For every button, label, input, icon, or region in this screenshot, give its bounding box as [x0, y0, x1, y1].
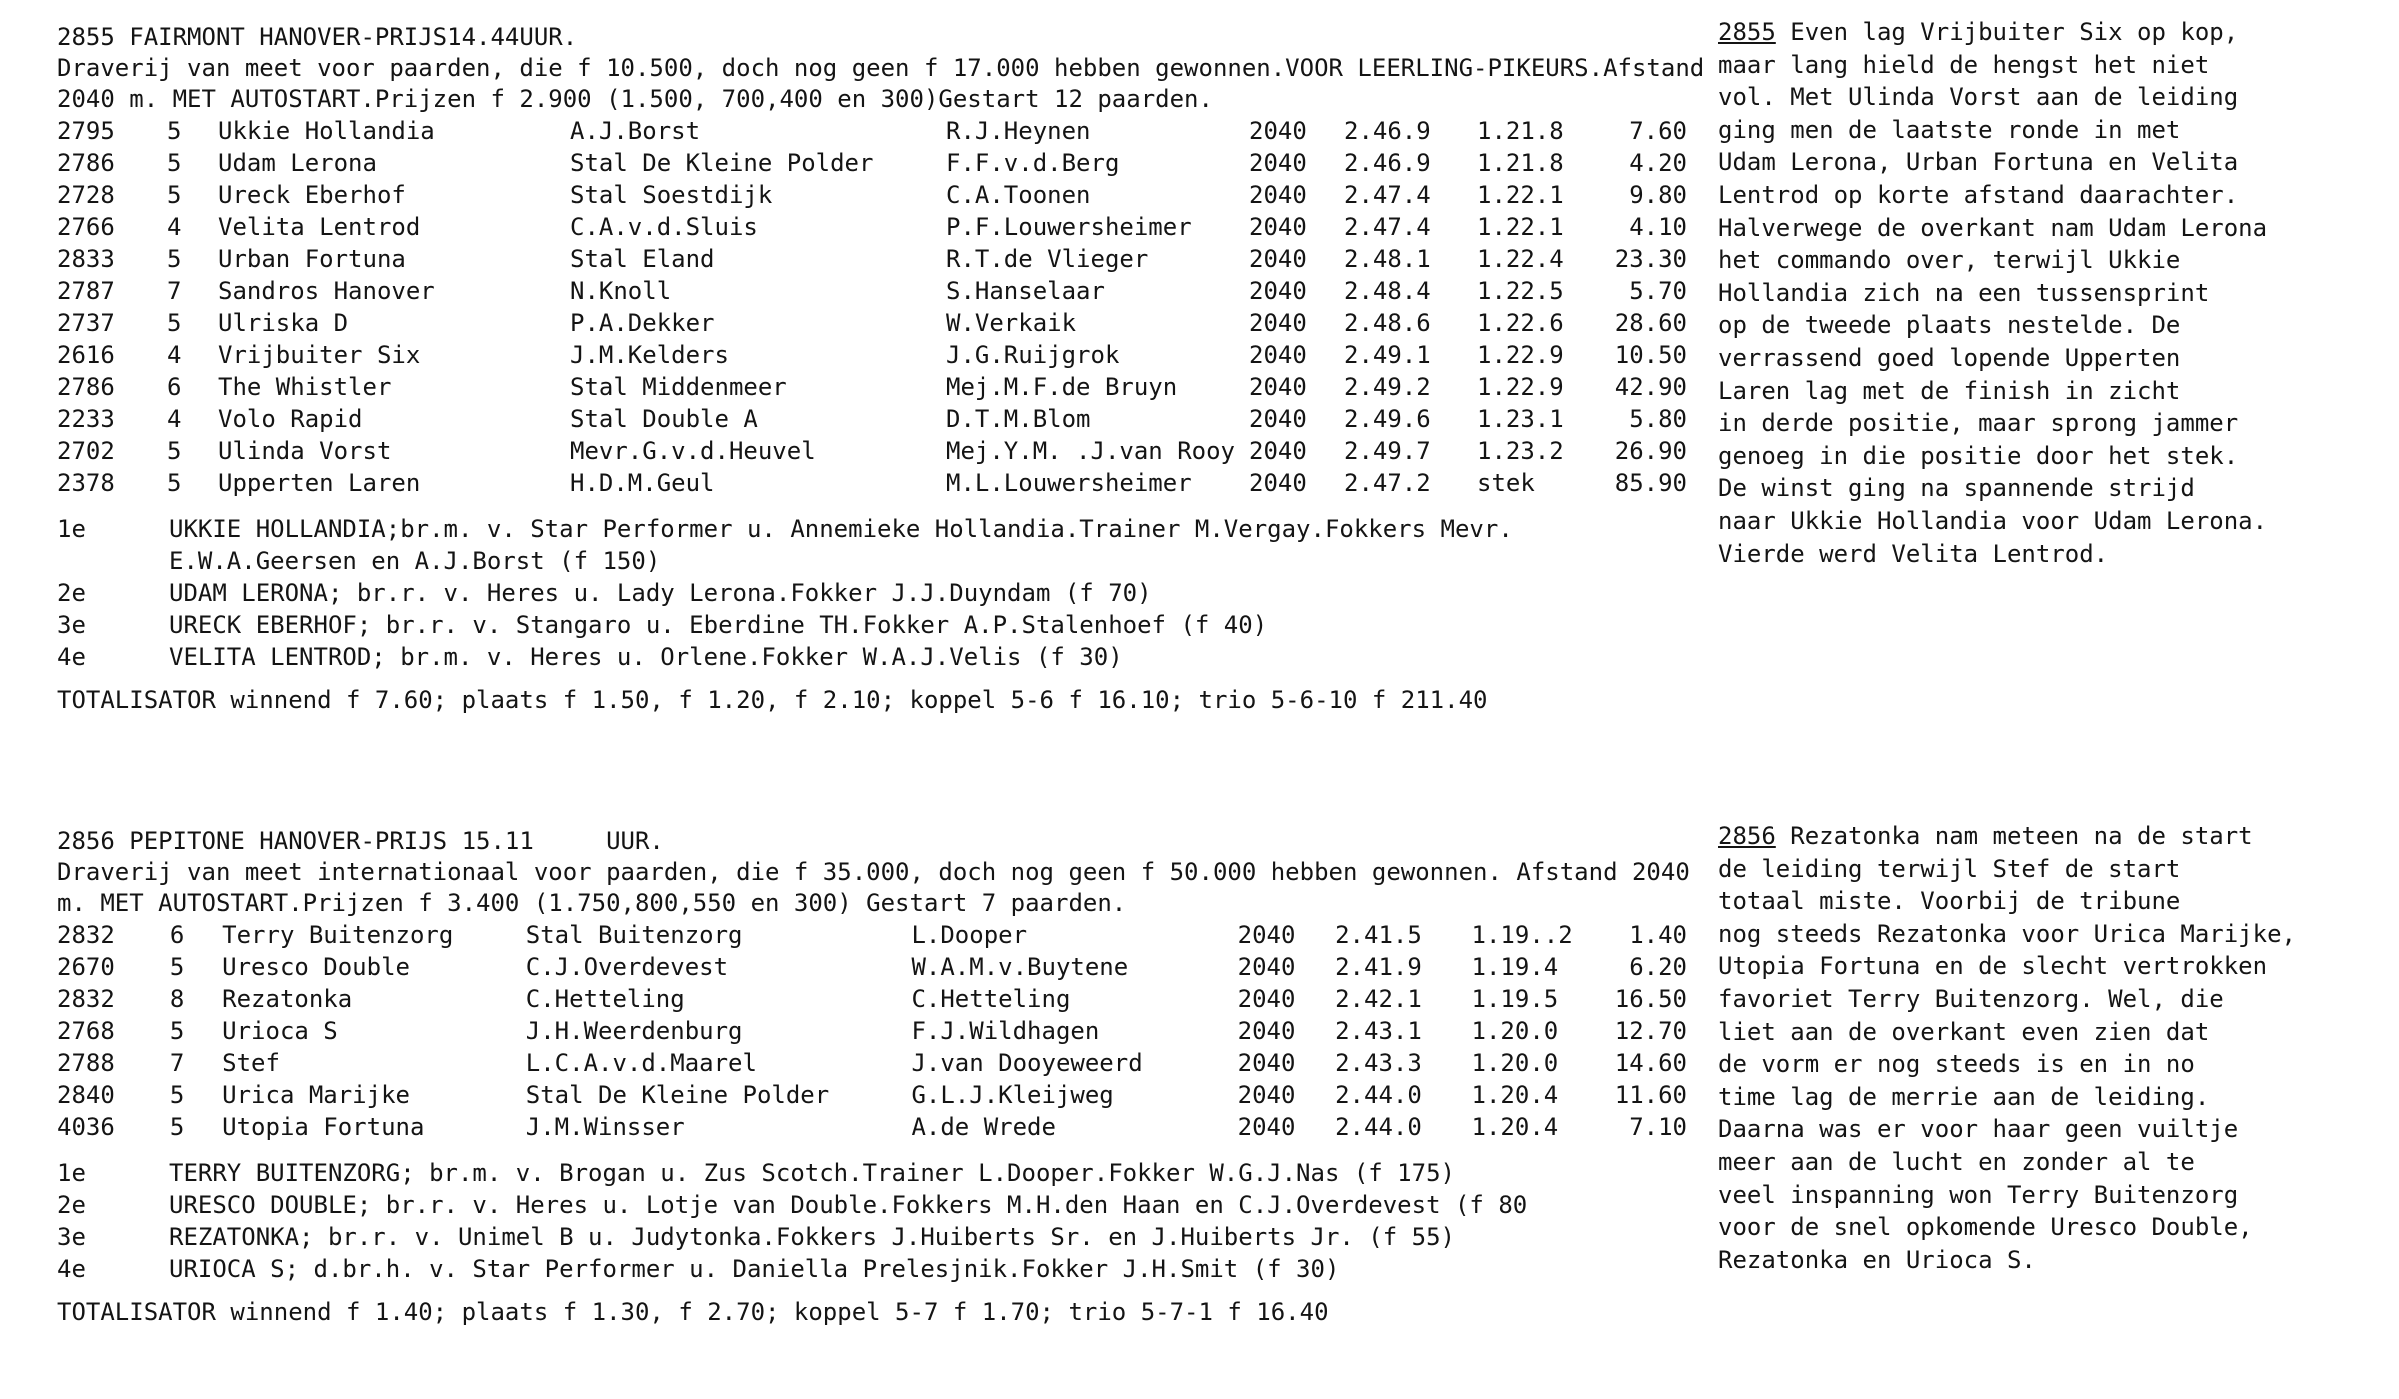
result-km: 1.20.4: [1471, 1081, 1559, 1109]
report-line: [1718, 407, 2358, 440]
result-horse: Udam Lerona: [218, 149, 377, 177]
result-owner: Stal Double A: [570, 405, 758, 433]
report-line: [1718, 538, 2358, 571]
placing-row: [57, 1189, 1707, 1221]
result-row: [57, 147, 1687, 179]
placings: [57, 513, 1707, 673]
result-owner: C.A.v.d.Sluis: [570, 213, 758, 241]
result-id: 2832: [57, 985, 115, 1013]
result-owner: Stal Buitenzorg: [525, 921, 743, 949]
result-time: 2.44.0: [1335, 1113, 1422, 1141]
result-dist: 2040: [1249, 213, 1307, 241]
result-owner: Stal Middenmeer: [570, 373, 787, 401]
result-owner: P.A.Dekker: [570, 309, 715, 337]
result-owner: C.J.Overdevest: [525, 953, 729, 981]
result-row: [57, 115, 1687, 147]
result-row: [57, 211, 1687, 243]
result-id: 2786: [57, 149, 115, 177]
result-age: 5: [167, 437, 182, 465]
race-title: [57, 22, 1707, 53]
result-km: 1.22.1: [1477, 213, 1564, 241]
placing-description: URECK EBERHOF; br.r. v. Stangaro u. Eberdine TH.Fokker A.P.Stalenhoef (f 40): [169, 611, 1268, 639]
result-time: 2.41.5: [1335, 921, 1422, 949]
report-line: [1718, 918, 2358, 951]
result-time: 2.43.3: [1335, 1049, 1422, 1077]
result-time: 2.43.1: [1335, 1017, 1422, 1045]
result-id: 2786: [57, 373, 115, 401]
report-line: [1718, 146, 2358, 179]
result-horse: Terry Buitenzorg: [222, 921, 454, 949]
result-odds: 4.20: [1629, 149, 1687, 177]
result-dist: 2040: [1249, 117, 1307, 145]
result-time: 2.41.9: [1335, 953, 1422, 981]
result-time: 2.49.7: [1344, 437, 1431, 465]
placing-rank: 3e: [57, 611, 86, 639]
result-row: [57, 403, 1687, 435]
result-owner: Stal De Kleine Polder: [525, 1081, 830, 1109]
race-name: FAIRMONT HANOVER-PRIJS14.44UUR.: [129, 23, 578, 51]
report-text: totaal miste. Voorbij de tribune: [1718, 887, 2181, 916]
result-row: [57, 1015, 1687, 1047]
result-driver: P.F.Louwersheimer: [946, 213, 1192, 241]
result-horse: Stef: [222, 1049, 280, 1077]
report-text: de leiding terwijl Stef de start: [1718, 854, 2181, 883]
report-text: nog steeds Rezatonka voor Urica Marijke,: [1718, 919, 2296, 948]
result-age: 5: [167, 309, 182, 337]
result-id: 2766: [57, 213, 115, 241]
result-id: 2787: [57, 277, 115, 305]
result-age: 5: [169, 953, 185, 981]
result-time: 2.47.4: [1344, 213, 1431, 241]
report-text: Rezatonka nam meteen na de start: [1790, 822, 2253, 850]
report-line: [1718, 212, 2358, 245]
result-odds: 6.20: [1629, 953, 1687, 981]
result-id: 2670: [57, 953, 115, 981]
race-title: [57, 826, 1707, 857]
result-owner: C.Hetteling: [525, 985, 685, 1013]
placings: [57, 1157, 1707, 1285]
result-age: 5: [167, 117, 182, 145]
report-text: favoriet Terry Buitenzorg. Wel, die: [1718, 984, 2224, 1013]
report-race-number: 2855: [1718, 18, 1776, 46]
result-row: [57, 307, 1687, 339]
result-age: 7: [169, 1049, 185, 1077]
result-time: 2.49.1: [1344, 341, 1431, 369]
result-dist: 2040: [1249, 437, 1307, 465]
result-km: 1.23.1: [1477, 405, 1564, 433]
result-odds: 28.60: [1614, 309, 1687, 337]
result-time: 2.47.2: [1344, 469, 1431, 497]
race-number: 2855: [57, 23, 115, 51]
report-text: het commando over, terwijl Ukkie: [1718, 246, 2181, 275]
result-odds: 85.90: [1614, 469, 1687, 497]
result-owner: A.J.Borst: [570, 117, 701, 145]
result-horse: Utopia Fortuna: [222, 1113, 425, 1141]
placing-rank: 4e: [57, 1255, 86, 1283]
report-text: time lag de merrie aan de leiding.: [1718, 1082, 2210, 1111]
report-line: [1718, 1179, 2358, 1212]
report-text: Halverwege de overkant nam Udam Lerona: [1718, 213, 2268, 242]
report-line: [1718, 1016, 2358, 1049]
result-row: [57, 275, 1687, 307]
result-id: 2616: [57, 341, 115, 369]
result-horse: Velita Lentrod: [218, 213, 421, 241]
result-id: 2832: [57, 921, 115, 949]
result-age: 4: [167, 405, 182, 433]
placing-description: VELITA LENTROD; br.m. v. Heres u. Orlene.Fokker W.A.J.Velis (f 30): [169, 643, 1123, 671]
result-dist: 2040: [1249, 469, 1307, 497]
placing-row: [57, 1253, 1707, 1285]
placing-rank: 1e: [57, 1159, 86, 1187]
report-line: [1718, 505, 2358, 538]
placing-rank: 3e: [57, 1223, 86, 1251]
report-text: Utopia Fortuna en de slecht vertrokken: [1718, 952, 2268, 981]
report-line: [1718, 342, 2358, 375]
report-line: [1718, 179, 2358, 212]
result-id: 2788: [57, 1049, 115, 1077]
result-horse: The Whistler: [218, 373, 392, 401]
result-dist: 2040: [1237, 1049, 1296, 1077]
result-row: [57, 1111, 1687, 1143]
result-dist: 2040: [1237, 921, 1296, 949]
report-text: meer aan de lucht en zonder al te: [1718, 1147, 2195, 1176]
result-dist: 2040: [1237, 953, 1296, 981]
totalisator: TOTALISATOR winnend f 7.60; plaats f 1.50, f 1.20, f 2.10; koppel 5-6 f 16.10; trio 5-6-10 f 211.40: [57, 686, 1488, 714]
report-line: [1718, 472, 2358, 505]
result-id: 2768: [57, 1017, 115, 1045]
result-time: 2.46.9: [1344, 117, 1431, 145]
race-description: Draverij van meet internationaal voor paarden, die f 35.000, doch nog geen f 50.000 hebben gewonnen. Afstand 2040 m. MET AUTOSTART.Prijzen f 3.400 (1.750,800,550 en 300) Gestart 7 paarden.: [57, 858, 1690, 917]
result-owner: J.M.Winsser: [525, 1113, 685, 1141]
result-dist: 2040: [1237, 1017, 1296, 1045]
placing-description: TERRY BUITENZORG; br.m. v. Brogan u. Zus Scotch.Trainer L.Dooper.Fokker W.G.J.Nas (f 175): [169, 1159, 1455, 1187]
result-driver: A.de Wrede: [911, 1113, 1056, 1141]
result-km: 1.20.0: [1471, 1049, 1559, 1077]
result-km: 1.22.9: [1477, 341, 1564, 369]
result-km: 1.19.5: [1471, 985, 1559, 1013]
result-km: 1.20.4: [1471, 1113, 1559, 1141]
race-number: 2856: [57, 827, 115, 855]
result-owner: Stal De Kleine Polder: [570, 149, 874, 177]
result-age: 5: [167, 245, 182, 273]
result-driver: R.J.Heynen: [946, 117, 1091, 145]
result-odds: 14.60: [1614, 1049, 1687, 1077]
result-km: 1.20.0: [1471, 1017, 1559, 1045]
result-owner: Stal Eland: [570, 245, 715, 273]
report-line: [1718, 1081, 2358, 1114]
placing-row: [57, 577, 1707, 609]
report-line: [1718, 114, 2358, 147]
result-odds: 7.10: [1629, 1113, 1687, 1141]
report-text: Rezatonka en Urioca S.: [1718, 1245, 2036, 1274]
result-age: 5: [169, 1017, 185, 1045]
race-report-2856: [1718, 820, 2358, 1276]
result-id: 2840: [57, 1081, 115, 1109]
report-line: [1718, 950, 2358, 983]
result-km: 1.21.8: [1477, 149, 1564, 177]
result-row: [57, 951, 1687, 983]
placing-row: [57, 609, 1707, 641]
result-row: [57, 371, 1687, 403]
result-horse: Rezatonka: [222, 985, 353, 1013]
result-id: 4036: [57, 1113, 115, 1141]
result-time: 2.49.6: [1344, 405, 1431, 433]
report-line: [1718, 820, 2358, 853]
result-row: [57, 983, 1687, 1015]
report-line: [1718, 885, 2358, 918]
result-owner: J.M.Kelders: [570, 341, 729, 369]
result-time: 2.42.1: [1335, 985, 1422, 1013]
report-line: [1718, 983, 2358, 1016]
placing-description: UKKIE HOLLANDIA;br.m. v. Star Performer u. Annemieke Hollandia.Trainer M.Vergay.Fokkers Mevr. E.W.A.Geersen en A.J.Borst (f 150): [169, 515, 1513, 575]
result-row: [57, 1047, 1687, 1079]
report-text: Vierde werd Velita Lentrod.: [1718, 539, 2109, 568]
result-owner: H.D.M.Geul: [570, 469, 715, 497]
result-km: 1.21.8: [1477, 117, 1564, 145]
result-driver: G.L.J.Kleijweg: [911, 1081, 1114, 1109]
race-report-2855: [1718, 16, 2358, 570]
result-owner: J.H.Weerdenburg: [525, 1017, 743, 1045]
result-id: 2233: [57, 405, 115, 433]
result-km: 1.22.9: [1477, 373, 1564, 401]
result-driver: Mej.Y.M. .J.van Rooy: [946, 437, 1235, 465]
result-owner: Mevr.G.v.d.Heuvel: [570, 437, 816, 465]
result-km: 1.22.4: [1477, 245, 1564, 273]
result-odds: 23.30: [1614, 245, 1687, 273]
result-age: 5: [167, 469, 182, 497]
report-line: [1718, 49, 2358, 82]
report-text: maar lang hield de hengst het niet: [1718, 50, 2210, 79]
result-driver: D.T.M.Blom: [946, 405, 1091, 433]
report-text: De winst ging na spannende strijd: [1718, 474, 2195, 503]
result-odds: 5.80: [1629, 405, 1687, 433]
placing-description: REZATONKA; br.r. v. Unimel B u. Judytonka.Fokkers J.Huiberts Sr. en J.Huiberts Jr. (f 55): [169, 1223, 1455, 1251]
result-age: 5: [169, 1081, 185, 1109]
result-horse: Ureck Eberhof: [218, 181, 406, 209]
result-age: 7: [167, 277, 182, 305]
result-odds: 42.90: [1614, 373, 1687, 401]
result-id: 2833: [57, 245, 115, 273]
result-horse: Sandros Hanover: [218, 277, 435, 305]
result-dist: 2040: [1249, 373, 1307, 401]
report-line: [1718, 1211, 2358, 1244]
result-age: 6: [167, 373, 182, 401]
report-text: Daarna was er voor haar geen vuiltje: [1718, 1115, 2239, 1144]
result-owner: N.Knoll: [570, 277, 672, 305]
race-description: Draverij van meet voor paarden, die f 10.500, doch nog geen f 17.000 hebben gewonnen.VOOR LEERLING-PIKEURS.Afstand 2040 m. MET AUTOSTART.Prijzen f 2.900 (1.500, 700,400 en 300)Gestart 12 paarden.: [57, 54, 1705, 113]
result-driver: C.A.Toonen: [946, 181, 1091, 209]
result-driver: C.Hetteling: [911, 985, 1071, 1013]
report-text: de vorm er nog steeds is en in no: [1718, 1050, 2195, 1079]
race-name: PEPITONE HANOVER-PRIJS 15.11 UUR.: [129, 827, 664, 855]
report-text: genoeg in die positie door het stek.: [1718, 441, 2239, 470]
placing-row: [57, 1221, 1707, 1253]
result-horse: Urban Fortuna: [218, 245, 406, 273]
result-driver: Mej.M.F.de Bruyn: [946, 373, 1178, 401]
result-time: 2.47.4: [1344, 181, 1431, 209]
result-horse: Urioca S: [222, 1017, 338, 1045]
placing-rank: 1e: [57, 515, 86, 543]
result-odds: 4.10: [1629, 213, 1687, 241]
report-text: Laren lag met de finish in zicht: [1718, 376, 2181, 405]
placing-description: UDAM LERONA; br.r. v. Heres u. Lady Lerona.Fokker J.J.Duyndam (f 70): [169, 579, 1152, 607]
result-row: [57, 435, 1687, 467]
result-age: 5: [167, 149, 182, 177]
placing-row: [57, 641, 1707, 673]
result-driver: W.A.M.v.Buytene: [911, 953, 1129, 981]
result-odds: 11.60: [1614, 1081, 1687, 1109]
result-id: 2378: [57, 469, 115, 497]
result-driver: S.Hanselaar: [946, 277, 1105, 305]
result-row: [57, 339, 1687, 371]
placing-rank: 4e: [57, 643, 86, 671]
results-table: [57, 919, 1687, 1143]
placing-description: URIOCA S; d.br.h. v. Star Performer u. Daniella Prelesjnik.Fokker J.H.Smit (f 30): [169, 1255, 1340, 1283]
result-horse: Ulriska D: [218, 309, 349, 337]
result-horse: Uresco Double: [222, 953, 410, 981]
result-odds: 1.40: [1629, 921, 1687, 949]
placing-row: [57, 1157, 1707, 1189]
result-dist: 2040: [1249, 405, 1307, 433]
report-text: op de tweede plaats nestelde. De: [1718, 311, 2181, 340]
result-km: 1.22.1: [1477, 181, 1564, 209]
report-text: Lentrod op korte afstand daarachter.: [1718, 180, 2239, 209]
placing-description: URESCO DOUBLE; br.r. v. Heres u. Lotje van Double.Fokkers M.H.den Haan en C.J.Overdevest (f 80: [169, 1191, 1528, 1219]
result-driver: F.J.Wildhagen: [911, 1017, 1100, 1045]
result-age: 6: [169, 921, 185, 949]
result-dist: 2040: [1237, 1081, 1296, 1109]
placing-rank: 2e: [57, 579, 86, 607]
report-line: [1718, 277, 2358, 310]
result-dist: 2040: [1249, 277, 1307, 305]
report-text: veel inspanning won Terry Buitenzorg: [1718, 1180, 2239, 1209]
result-horse: Volo Rapid: [218, 405, 363, 433]
race-2855: [57, 22, 1707, 717]
result-driver: L.Dooper: [911, 921, 1028, 949]
result-odds: 12.70: [1614, 1017, 1687, 1045]
result-odds: 16.50: [1614, 985, 1687, 1013]
result-driver: J.G.Ruijgrok: [946, 341, 1120, 369]
report-line: [1718, 309, 2358, 342]
result-odds: 26.90: [1614, 437, 1687, 465]
result-row: [57, 1079, 1687, 1111]
result-driver: R.T.de Vlieger: [946, 245, 1149, 273]
result-odds: 5.70: [1629, 277, 1687, 305]
totalisator: TOTALISATOR winnend f 1.40; plaats f 1.30, f 2.70; koppel 5-7 f 1.70; trio 5-7-1 f 16.40: [57, 1298, 1329, 1326]
result-age: 5: [167, 181, 182, 209]
result-time: 2.48.6: [1344, 309, 1431, 337]
result-row: [57, 467, 1687, 499]
report-line: [1718, 1146, 2358, 1179]
result-dist: 2040: [1237, 985, 1296, 1013]
result-horse: Vrijbuiter Six: [218, 341, 421, 369]
result-dist: 2040: [1249, 341, 1307, 369]
result-horse: Urica Marijke: [222, 1081, 410, 1109]
result-id: 2795: [57, 117, 115, 145]
result-dist: 2040: [1249, 309, 1307, 337]
result-time: 2.44.0: [1335, 1081, 1422, 1109]
placing-rank: 2e: [57, 1191, 86, 1219]
report-line: [1718, 440, 2358, 473]
result-horse: Ukkie Hollandia: [218, 117, 435, 145]
report-text: Udam Lerona, Urban Fortuna en Velita: [1718, 148, 2239, 177]
result-odds: 10.50: [1614, 341, 1687, 369]
result-km: 1.19..2: [1471, 921, 1573, 949]
report-line: [1718, 81, 2358, 114]
result-time: 2.46.9: [1344, 149, 1431, 177]
result-km: stek: [1477, 469, 1535, 497]
result-age: 8: [169, 985, 185, 1013]
result-time: 2.48.4: [1344, 277, 1431, 305]
result-dist: 2040: [1249, 149, 1307, 177]
report-line: [1718, 1113, 2358, 1146]
result-horse: Ulinda Vorst: [218, 437, 392, 465]
result-odds: 9.80: [1629, 181, 1687, 209]
result-dist: 2040: [1249, 245, 1307, 273]
result-horse: Upperten Laren: [218, 469, 421, 497]
result-km: 1.19.4: [1471, 953, 1559, 981]
result-id: 2728: [57, 181, 115, 209]
report-text: verrassend goed lopende Upperten: [1718, 343, 2181, 372]
report-text: Even lag Vrijbuiter Six op kop,: [1790, 18, 2239, 46]
report-line: [1718, 375, 2358, 408]
result-row: [57, 179, 1687, 211]
result-row: [57, 919, 1687, 951]
report-text: voor de snel opkomende Uresco Double,: [1718, 1213, 2253, 1242]
result-odds: 7.60: [1629, 117, 1687, 145]
report-text: Hollandia zich na een tussensprint: [1718, 278, 2210, 307]
result-age: 4: [167, 213, 182, 241]
result-driver: J.van Dooyeweerd: [911, 1049, 1143, 1077]
result-km: 1.22.5: [1477, 277, 1564, 305]
result-id: 2737: [57, 309, 115, 337]
placing-row: [57, 513, 1707, 577]
result-age: 4: [167, 341, 182, 369]
result-owner: L.C.A.v.d.Maarel: [525, 1049, 757, 1077]
report-text: in derde positie, maar sprong jammer: [1718, 409, 2239, 438]
report-text: ging men de laatste ronde in met: [1718, 115, 2181, 144]
result-dist: 2040: [1237, 1113, 1296, 1141]
result-time: 2.48.1: [1344, 245, 1431, 273]
result-km: 1.22.6: [1477, 309, 1564, 337]
result-dist: 2040: [1249, 181, 1307, 209]
report-race-number: 2856: [1718, 822, 1776, 850]
report-text: liet aan de overkant even zien dat: [1718, 1017, 2210, 1046]
result-owner: Stal Soestdijk: [570, 181, 773, 209]
result-driver: M.L.Louwersheimer: [946, 469, 1192, 497]
result-driver: W.Verkaik: [946, 309, 1077, 337]
report-text: vol. Met Ulinda Vorst aan de leiding: [1718, 83, 2239, 112]
result-row: [57, 243, 1687, 275]
result-driver: F.F.v.d.Berg: [946, 149, 1120, 177]
report-line: [1718, 244, 2358, 277]
report-line: [1718, 1048, 2358, 1081]
results-table: [57, 115, 1687, 499]
result-km: 1.23.2: [1477, 437, 1564, 465]
result-time: 2.49.2: [1344, 373, 1431, 401]
result-id: 2702: [57, 437, 115, 465]
race-2856: [57, 826, 1707, 1329]
report-line: [1718, 853, 2358, 886]
report-text: naar Ukkie Hollandia voor Udam Lerona.: [1718, 506, 2268, 535]
result-age: 5: [169, 1113, 185, 1141]
report-line: [1718, 16, 2358, 49]
report-line: [1718, 1244, 2358, 1277]
